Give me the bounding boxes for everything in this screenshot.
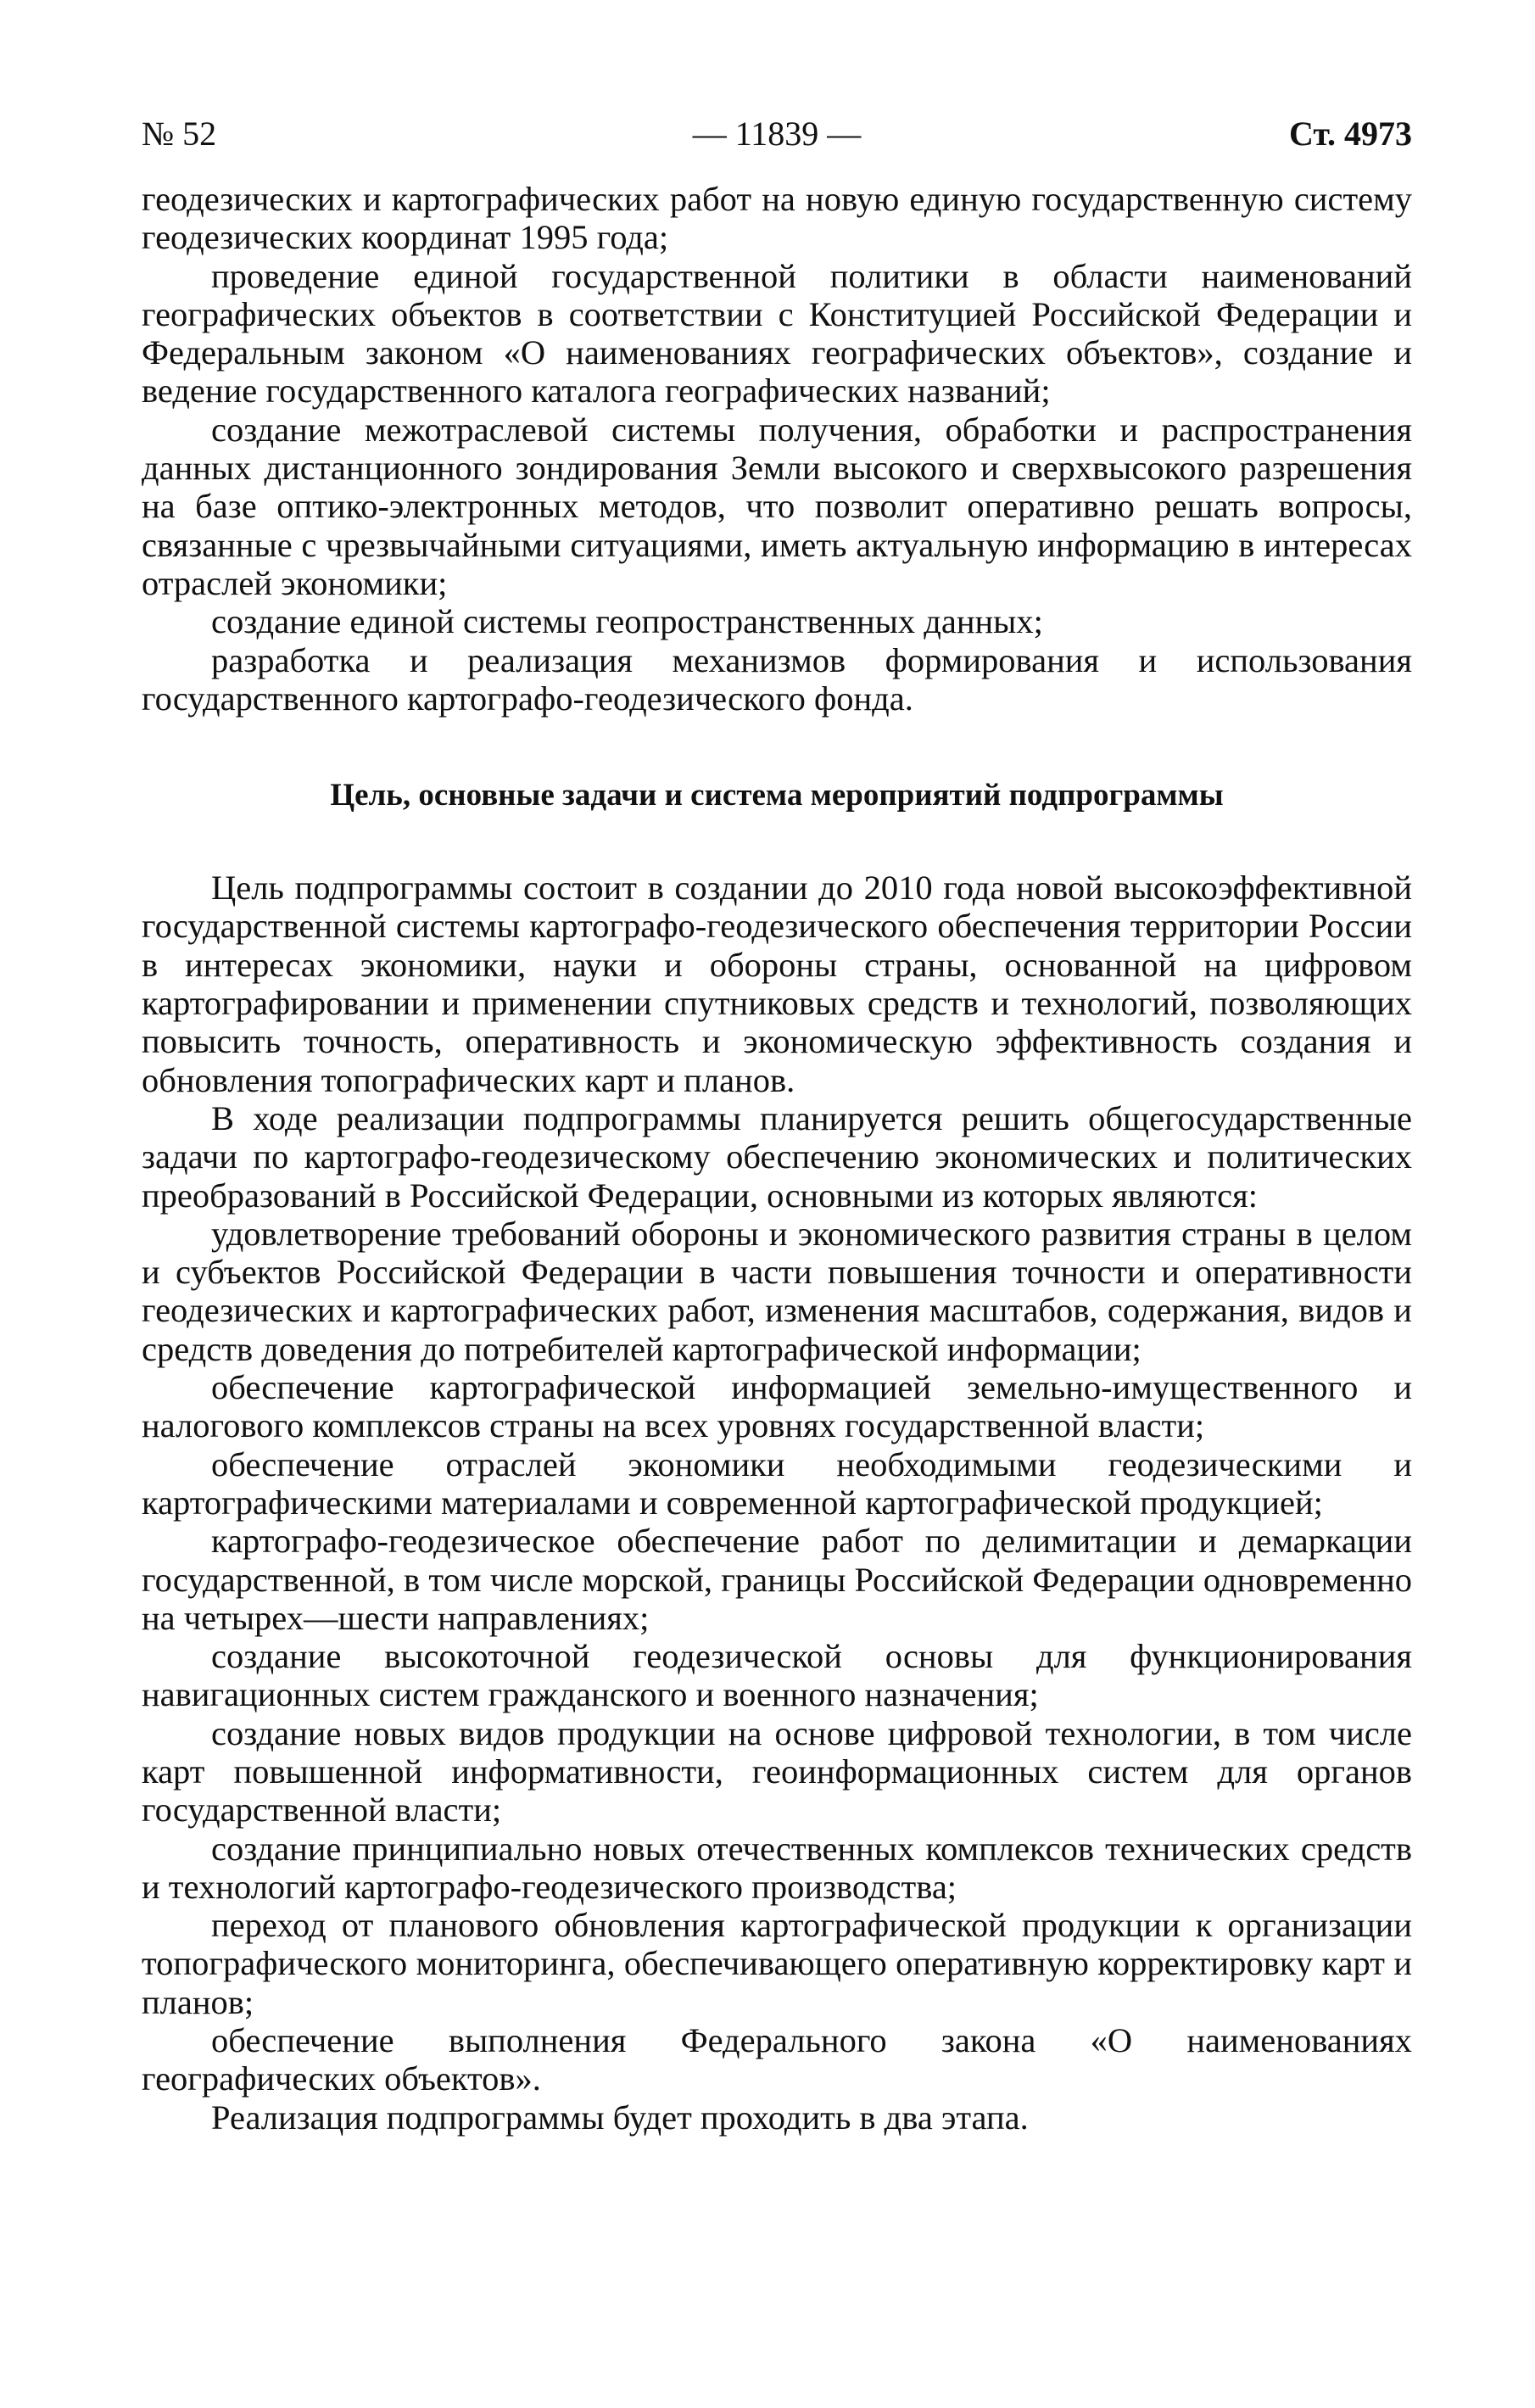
article-number: Ст. 4973 — [1289, 115, 1412, 153]
list-item: переход от планового обновления картографической продукции к организации топографического мониторинга, обеспечивающего оперативную корректировку карт и планов; — [142, 1906, 1412, 2021]
list-item: обеспечение выполнения Федерального закона «О наименованиях географических объектов». — [142, 2021, 1412, 2098]
paragraph: геодезических и картографических работ на новую единую государственную систему геодезических координат 1995 года; — [142, 180, 1412, 257]
document-body — [142, 180, 1412, 2137]
paragraph: В ходе реализации подпрограммы планируется решить общегосударственные задачи по картографо-геодезическому обеспечению экономических и политических преобразований в Российской Федерации, основными из которых являются: — [142, 1098, 1412, 1215]
paragraph: создание межотраслевой системы получения, обработки и распространения данных дистанционного зондирования Земли высокого и сверхвысокого разрешения на базе оптико-электронных методов, что позволит оперативно решать вопросы, связанные с чрезвычайными ситуациями, иметь актуальную информацию в интересах отраслей экономики; — [142, 410, 1412, 602]
paragraph: Реализация подпрограммы будет проходить в два этапа. — [211, 2098, 1029, 2137]
paragraph: разработка и реализация механизмов формирования и использования государственного картографо-геодезического фонда. — [142, 640, 1412, 718]
page-header — [142, 109, 1412, 159]
list-item: обеспечение отраслей экономики необходимыми геодезическими и картографическими материалами и современной картографической продукцией; — [142, 1444, 1412, 1522]
section-heading: Цель, основные задачи и система мероприятий подпрограммы — [330, 778, 1224, 813]
list-item: картографо-геодезическое обеспечение работ по делимитации и демаркации государственной, в том числе морской, границы Российской Федерации одновременно на четырех—шести направлениях; — [142, 1522, 1412, 1637]
paragraph: Цель подпрограммы состоит в создании до 2010 года новой высокоэффективной государственной системы картографо-геодезического обеспечения территории России в интересах экономики, науки и обороны страны, основанной на цифровом картографировании и применении спутниковых средств и технологий, позволяющих повысить точность, оперативность и экономическую эффективность создания и обновления топографических карт и планов. — [142, 869, 1412, 1099]
list-item: создание новых видов продукции на основе цифровой технологии, в том числе карт повышенной информативности, геоинформационных систем для органов государственной власти; — [142, 1713, 1412, 1830]
issue-number: № 52 — [142, 115, 217, 153]
list-item: создание высокоточной геодезической основы для функционирования навигационных систем гражданского и военного назначения; — [142, 1637, 1412, 1714]
paragraph: проведение единой государственной политики в области наименований географических объектов в соответствии с Конституцией Российской Федерации и Федеральным законом «О наименованиях географических объектов», создание и ведение государственного каталога географических названий; — [142, 256, 1412, 411]
paragraph: создание единой системы геопространственных данных; — [211, 602, 1043, 641]
page-number: — 11839 — — [692, 115, 862, 153]
list-item: обеспечение картографической информацией земельно-имущественного и налогового комплексов страны на всех уровнях государственной власти; — [142, 1368, 1412, 1445]
list-item: создание принципиально новых отечественных комплексов технических средств и технологий картографо-геодезического производства; — [142, 1829, 1412, 1906]
list-item: удовлетворение требований обороны и экономического развития страны в целом и субъектов Российской Федерации в части повышения точности и оперативности геодезических и картографических работ, изменения масштабов, содержания, видов и средств доведения до потребителей картографической информации; — [142, 1214, 1412, 1368]
